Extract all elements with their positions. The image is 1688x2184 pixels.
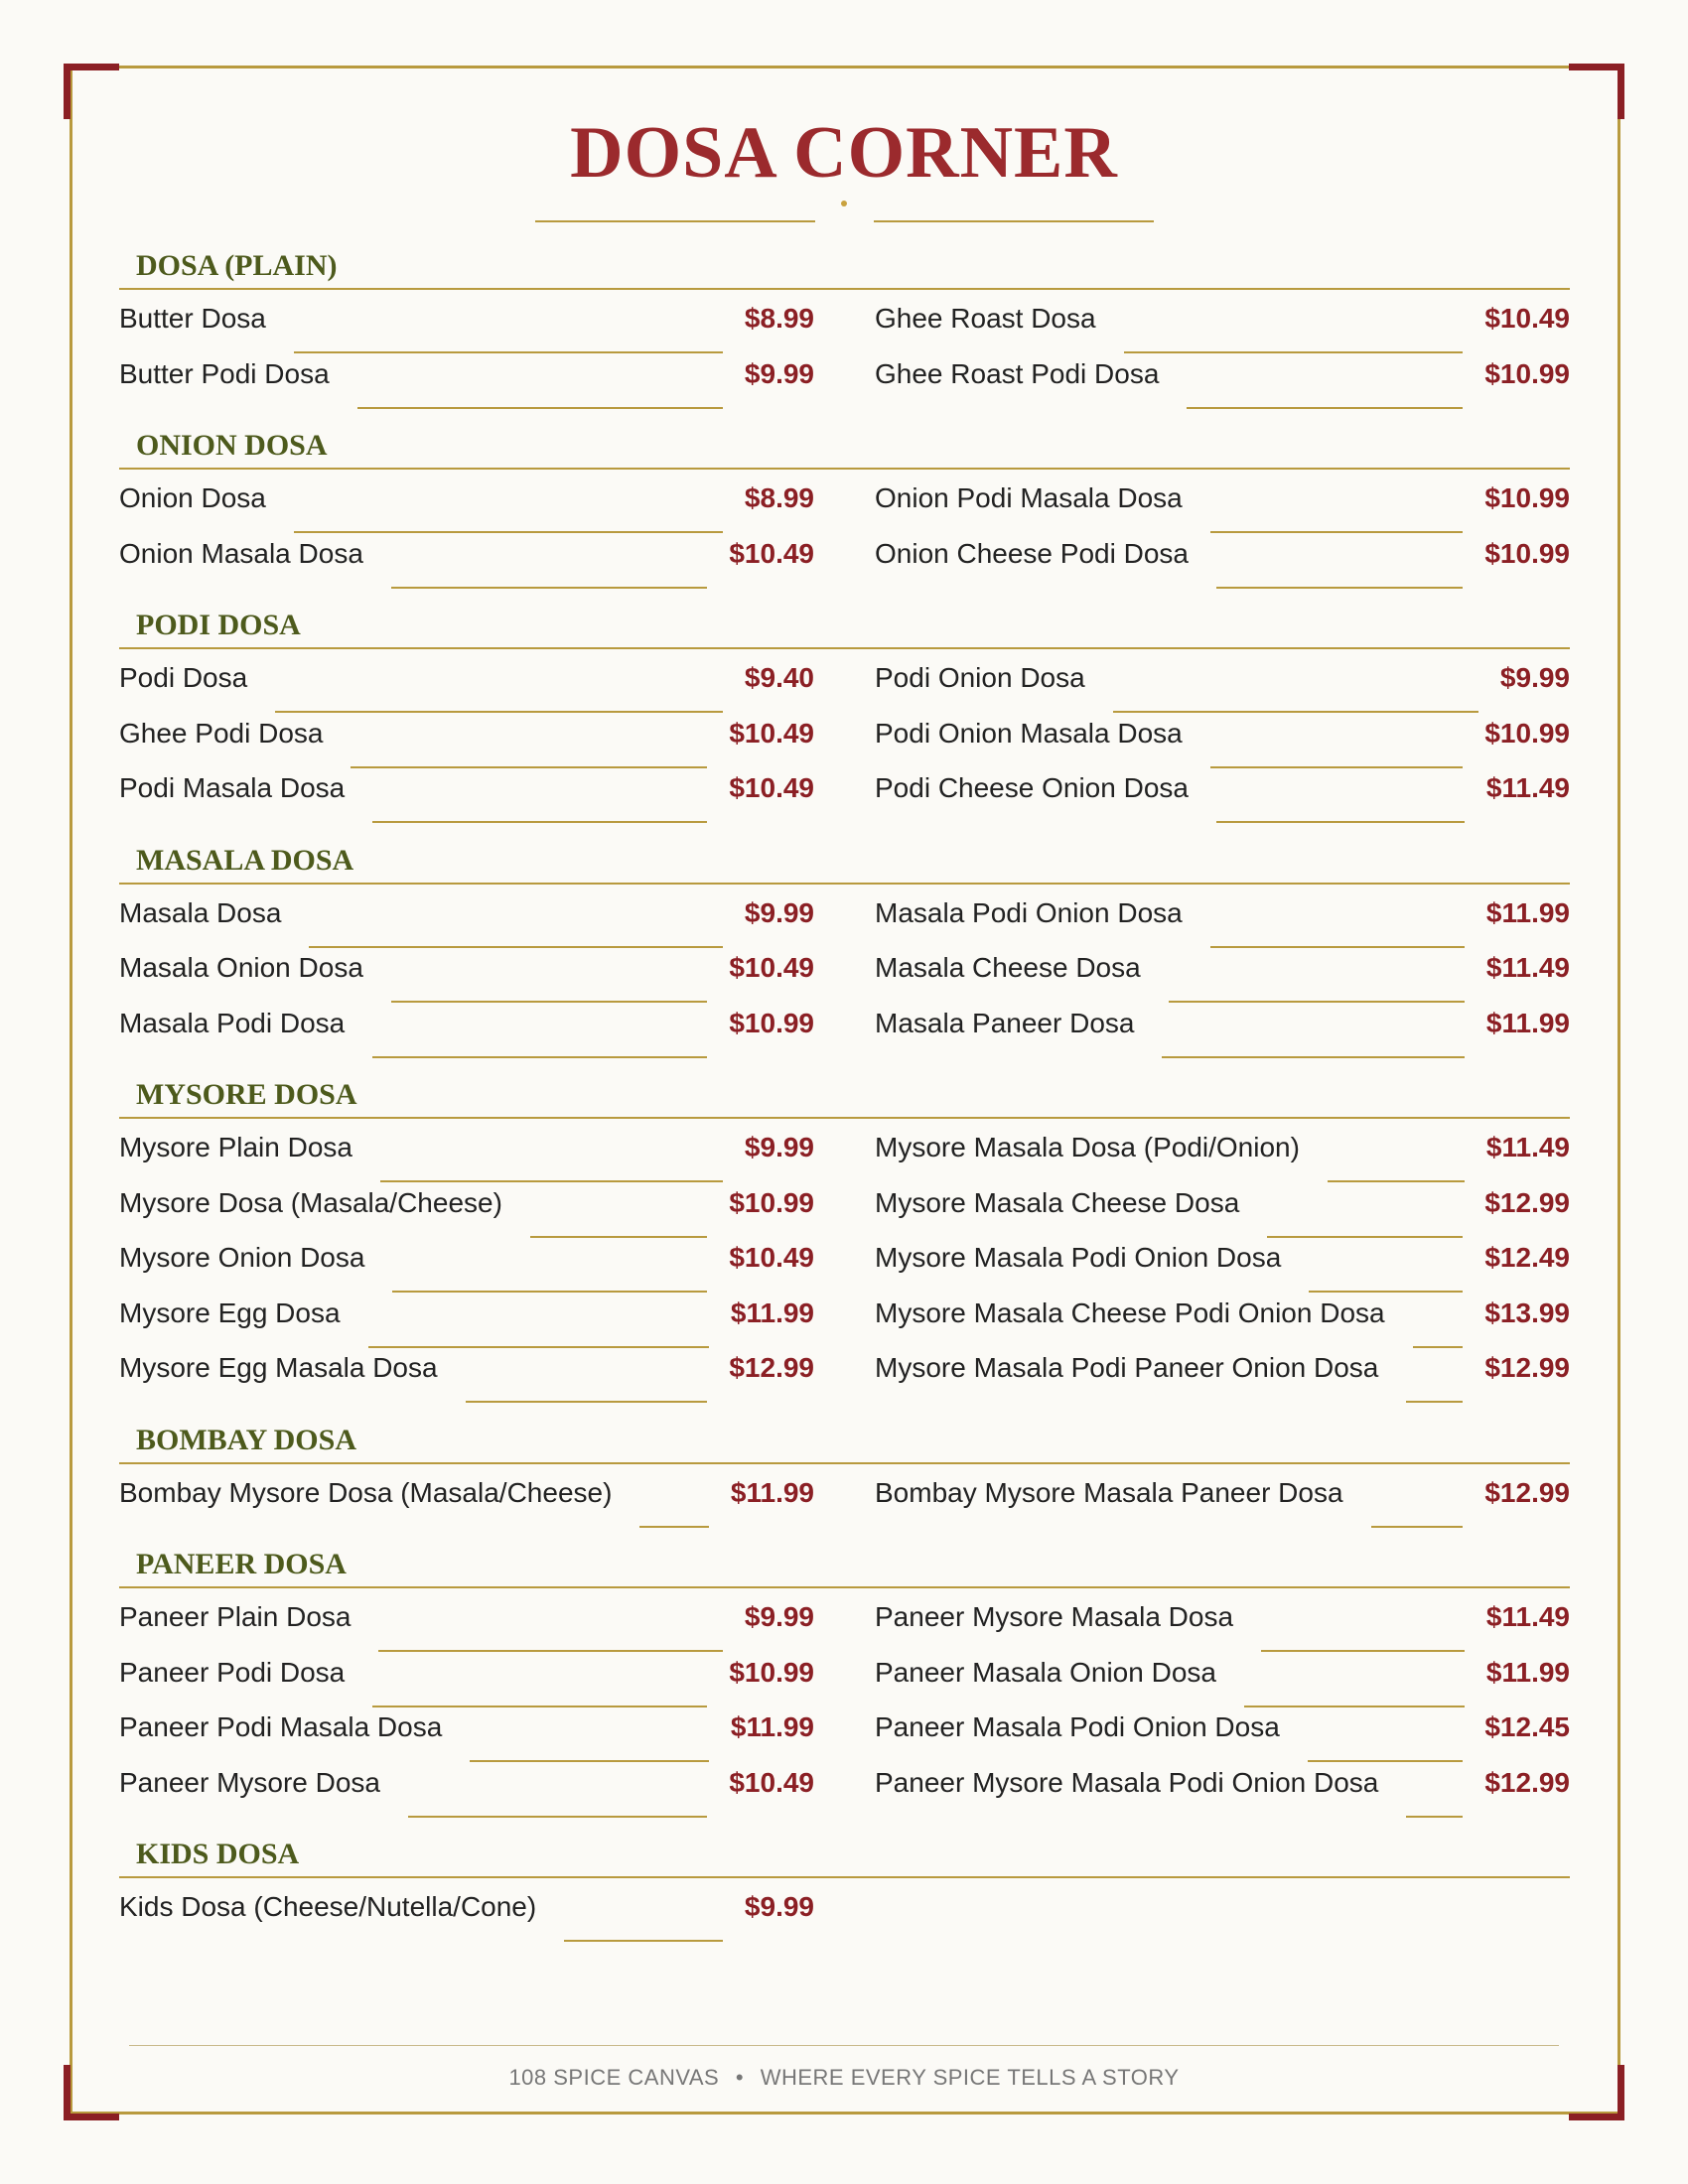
menu-item: [119, 302, 814, 357]
item-price: $11.49: [1485, 952, 1570, 983]
item-name: Masala Paneer Dosa: [875, 1007, 1135, 1038]
menu-section: [119, 424, 1570, 604]
item-name: Mysore Masala Podi Onion Dosa: [875, 1242, 1282, 1273]
item-name: Masala Onion Dosa: [119, 952, 363, 983]
menu-item: [875, 1710, 1570, 1766]
price-leader-line: [372, 1007, 707, 1058]
price-leader-line: [392, 1241, 707, 1293]
menu-item: [119, 896, 814, 952]
section-items: [119, 649, 1570, 839]
section-title: KIDS DOSA: [119, 1833, 1570, 1878]
price-leader-line: [275, 661, 723, 713]
footer-separator: •: [735, 2065, 745, 2090]
menu-item: [119, 1476, 814, 1532]
section-title: MYSORE DOSA: [119, 1073, 1570, 1119]
menu-item: [119, 357, 814, 413]
menu-item: [875, 1600, 1570, 1656]
menu-item: [875, 896, 1570, 952]
item-name: Mysore Plain Dosa: [119, 1132, 352, 1162]
item-name: Podi Dosa: [119, 662, 248, 693]
menu-item: [875, 537, 1570, 593]
price-leader-line: [1406, 1351, 1463, 1403]
menu-item: [119, 1890, 814, 1946]
item-price: $11.99: [1485, 1007, 1570, 1038]
price-leader-line: [1371, 1476, 1464, 1528]
item-name: Bombay Mysore Masala Paneer Dosa: [875, 1476, 1343, 1508]
price-leader-line: [372, 771, 707, 823]
menu-item: [875, 1476, 1570, 1532]
item-price: $9.99: [744, 1601, 814, 1632]
price-leader-line: [294, 481, 723, 533]
price-leader-line: [1216, 771, 1465, 823]
item-price: $12.99: [1484, 1186, 1570, 1218]
item-name: Paneer Mysore Masala Dosa: [875, 1601, 1234, 1632]
item-name: Paneer Mysore Dosa: [119, 1766, 381, 1798]
price-leader-line: [470, 1710, 709, 1762]
item-price: $10.49: [729, 537, 814, 569]
item-name: Paneer Masala Onion Dosa: [875, 1656, 1216, 1688]
menu-section: [119, 1543, 1570, 1833]
price-leader-line: [639, 1476, 708, 1528]
item-price: $12.99: [1484, 1476, 1570, 1508]
item-name: Mysore Egg Dosa: [119, 1297, 341, 1328]
price-leader-line: [1113, 661, 1478, 713]
price-leader-line: [1124, 302, 1464, 353]
section-items: [119, 885, 1570, 1074]
item-name: Podi Cheese Onion Dosa: [875, 772, 1189, 803]
item-price: $11.99: [730, 1711, 814, 1742]
item-price: $10.99: [1484, 357, 1570, 389]
section-items: [119, 290, 1570, 424]
item-name: Butter Dosa: [119, 303, 266, 334]
menu-item: [119, 1766, 814, 1822]
title-divider-right: [874, 220, 1154, 222]
price-leader-line: [294, 302, 723, 353]
price-leader-line: [1309, 1241, 1463, 1293]
price-leader-line: [466, 1351, 708, 1403]
footer: [0, 2065, 1688, 2091]
item-name: Mysore Masala Dosa (Podi/Onion): [875, 1132, 1300, 1162]
item-name: Masala Cheese Dosa: [875, 952, 1141, 983]
item-name: Ghee Podi Dosa: [119, 717, 324, 749]
menu-section: [119, 244, 1570, 424]
menu-content: [119, 244, 1570, 1958]
item-price: $11.99: [730, 1476, 814, 1508]
item-name: Podi Masala Dosa: [119, 772, 346, 803]
item-price: $12.99: [1484, 1352, 1570, 1383]
item-name: Mysore Masala Cheese Dosa: [875, 1186, 1240, 1218]
item-name: Paneer Masala Podi Onion Dosa: [875, 1711, 1280, 1742]
item-name: Paneer Podi Masala Dosa: [119, 1711, 443, 1742]
menu-item: [875, 771, 1570, 827]
menu-item: [875, 302, 1570, 357]
item-price: $9.40: [744, 662, 814, 693]
item-name: Mysore Dosa (Masala/Cheese): [119, 1186, 502, 1218]
menu-item: [119, 1710, 814, 1766]
menu-item: [875, 1766, 1570, 1822]
menu-item: [119, 771, 814, 827]
item-name: Ghee Roast Podi Dosa: [875, 357, 1160, 389]
price-leader-line: [1216, 537, 1463, 589]
section-title: PANEER DOSA: [119, 1543, 1570, 1588]
menu-item: [875, 661, 1570, 717]
item-price: $11.99: [1485, 1656, 1570, 1688]
menu-item: [875, 1351, 1570, 1407]
menu-item: [875, 717, 1570, 772]
menu-item: [875, 1131, 1570, 1186]
item-price: $12.45: [1484, 1711, 1570, 1742]
item-price: $10.99: [729, 1186, 814, 1218]
item-price: $10.99: [1484, 482, 1570, 513]
item-price: $11.99: [1485, 896, 1570, 928]
menu-item: [119, 1297, 814, 1352]
menu-item: [875, 357, 1570, 413]
menu-item: [119, 951, 814, 1007]
price-leader-line: [1210, 481, 1464, 533]
section-title: PODI DOSA: [119, 604, 1570, 649]
menu-section: [119, 604, 1570, 839]
menu-item: [875, 1297, 1570, 1352]
item-price: $10.49: [729, 1766, 814, 1798]
price-leader-line: [357, 357, 723, 409]
item-name: Paneer Podi Dosa: [119, 1656, 346, 1688]
price-leader-line: [1413, 1297, 1464, 1348]
item-name: Onion Masala Dosa: [119, 537, 363, 569]
section-items: [119, 470, 1570, 604]
menu-item: [875, 1241, 1570, 1297]
price-leader-line: [372, 1656, 707, 1707]
menu-item: [875, 1186, 1570, 1242]
item-name: Masala Dosa: [119, 896, 282, 928]
item-price: $10.49: [729, 952, 814, 983]
price-leader-line: [391, 951, 707, 1003]
menu-item: [119, 1241, 814, 1297]
price-leader-line: [378, 1600, 722, 1652]
menu-section: [119, 1833, 1570, 1958]
item-price: $10.99: [729, 1007, 814, 1038]
menu-item: [119, 1351, 814, 1407]
item-name: Podi Onion Dosa: [875, 662, 1085, 693]
item-price: $8.99: [744, 303, 814, 334]
item-price: $9.99: [744, 1891, 814, 1922]
menu-section: [119, 1073, 1570, 1419]
menu-section: [119, 1419, 1570, 1544]
item-price: $12.99: [1484, 1766, 1570, 1798]
price-leader-line: [380, 1131, 723, 1182]
item-name: Kids Dosa (Cheese/Nutella/Cone): [119, 1891, 537, 1922]
item-name: Onion Dosa: [119, 482, 266, 513]
menu-item: [119, 717, 814, 772]
item-price: $9.99: [744, 357, 814, 389]
item-name: Onion Cheese Podi Dosa: [875, 537, 1189, 569]
footer-tagline: WHERE EVERY SPICE TELLS A STORY: [760, 2065, 1180, 2090]
item-price: $9.99: [744, 896, 814, 928]
item-price: $10.49: [1484, 303, 1570, 334]
price-leader-line: [309, 896, 723, 948]
item-name: Mysore Masala Cheese Podi Onion Dosa: [875, 1297, 1385, 1328]
title-divider-dot: [841, 201, 847, 206]
item-price: $12.49: [1484, 1242, 1570, 1273]
section-items: [119, 1588, 1570, 1833]
item-name: Bombay Mysore Dosa (Masala/Cheese): [119, 1476, 613, 1508]
price-leader-line: [1406, 1766, 1463, 1818]
price-leader-line: [408, 1766, 707, 1818]
price-leader-line: [391, 537, 707, 589]
menu-item: [875, 1007, 1570, 1062]
section-title: ONION DOSA: [119, 424, 1570, 470]
item-price: $11.49: [1485, 1601, 1570, 1632]
price-leader-line: [1308, 1710, 1464, 1762]
title-divider-left: [535, 220, 815, 222]
item-price: $11.99: [730, 1297, 814, 1328]
menu-item: [119, 1600, 814, 1656]
item-name: Masala Podi Dosa: [119, 1007, 346, 1038]
section-title: BOMBAY DOSA: [119, 1419, 1570, 1464]
item-name: Mysore Masala Podi Paneer Onion Dosa: [875, 1352, 1379, 1383]
menu-item: [119, 661, 814, 717]
price-leader-line: [1267, 1186, 1463, 1238]
item-price: $10.99: [729, 1656, 814, 1688]
menu-item: [119, 1007, 814, 1062]
page-title: DOSA CORNER: [570, 112, 1118, 194]
menu-item: [119, 537, 814, 593]
item-name: Ghee Roast Dosa: [875, 303, 1096, 334]
item-name: Masala Podi Onion Dosa: [875, 896, 1183, 928]
item-name: Podi Onion Masala Dosa: [875, 717, 1183, 749]
menu-item: [875, 1656, 1570, 1711]
menu-item: [119, 1186, 814, 1242]
section-items: [119, 1119, 1570, 1419]
price-leader-line: [1328, 1131, 1465, 1182]
item-name: Mysore Egg Masala Dosa: [119, 1352, 438, 1383]
item-price: $10.49: [729, 772, 814, 803]
item-price: $11.49: [1485, 1132, 1570, 1162]
item-price: $10.49: [729, 1242, 814, 1273]
price-leader-line: [1244, 1656, 1465, 1707]
price-leader-line: [1210, 896, 1465, 948]
price-leader-line: [1210, 717, 1464, 768]
price-leader-line: [564, 1890, 723, 1942]
item-price: $12.99: [729, 1352, 814, 1383]
section-title: DOSA (PLAIN): [119, 244, 1570, 290]
item-price: $13.99: [1484, 1297, 1570, 1328]
item-price: $10.99: [1484, 717, 1570, 749]
section-items: [119, 1464, 1570, 1544]
price-leader-line: [530, 1186, 707, 1238]
price-leader-line: [351, 717, 707, 768]
item-price: $10.99: [1484, 537, 1570, 569]
price-leader-line: [368, 1297, 709, 1348]
item-name: Paneer Mysore Masala Podi Onion Dosa: [875, 1766, 1379, 1798]
section-items: [119, 1878, 1570, 1958]
section-title: MASALA DOSA: [119, 839, 1570, 885]
item-name: Paneer Plain Dosa: [119, 1601, 352, 1632]
item-name: Butter Podi Dosa: [119, 357, 330, 389]
footer-divider: [129, 2045, 1559, 2046]
menu-section: [119, 839, 1570, 1074]
item-name: Mysore Onion Dosa: [119, 1242, 365, 1273]
item-price: $11.49: [1485, 772, 1570, 803]
item-price: $8.99: [744, 482, 814, 513]
menu-item: [875, 951, 1570, 1007]
menu-item: [119, 1131, 814, 1186]
price-leader-line: [1162, 1007, 1464, 1058]
item-price: $9.99: [1499, 662, 1570, 693]
menu-item: [119, 481, 814, 537]
footer-brand: 108 SPICE CANVAS: [508, 2065, 720, 2090]
item-price: $10.49: [729, 717, 814, 749]
price-leader-line: [1187, 357, 1463, 409]
menu-item: [119, 1656, 814, 1711]
menu-item: [875, 481, 1570, 537]
item-price: $9.99: [744, 1132, 814, 1162]
price-leader-line: [1169, 951, 1465, 1003]
item-name: Onion Podi Masala Dosa: [875, 482, 1183, 513]
price-leader-line: [1261, 1600, 1465, 1652]
